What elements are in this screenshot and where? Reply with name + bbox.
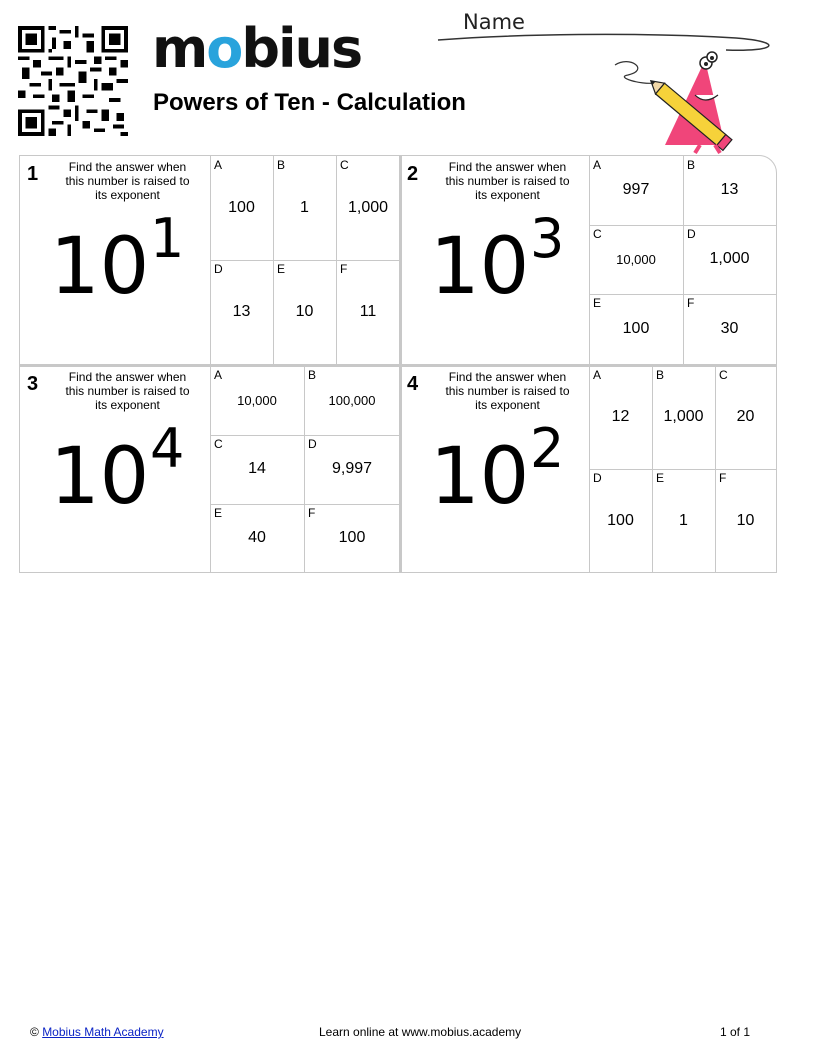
question-4: [400, 366, 776, 572]
question-number: 4: [407, 373, 419, 395]
answer-value: 10: [736, 512, 755, 529]
answer-value: 30: [720, 320, 739, 337]
qr-code: [18, 26, 128, 136]
answer-value: 1: [300, 199, 309, 216]
page-number: 1 of 1: [720, 1025, 751, 1039]
mobius-logo: mobius: [152, 17, 362, 80]
answer-letter: B: [687, 158, 696, 172]
question-number: 3: [27, 373, 39, 395]
answer-letter: B: [308, 368, 317, 382]
question-2: [400, 156, 776, 364]
mascot-illustration: [610, 45, 740, 155]
answer-option[interactable]: [210, 260, 273, 364]
question-instruction: Find the answer when this number is raised to its exponent: [445, 160, 570, 202]
answer-letter: C: [593, 227, 602, 241]
answer-value: 20: [736, 408, 755, 425]
answer-option[interactable]: [652, 366, 715, 469]
answer-letter: C: [719, 368, 728, 382]
footer-copyright: [30, 1025, 164, 1039]
footer-website: Learn online at www.mobius.academy: [319, 1025, 522, 1039]
answer-value: 9,997: [331, 460, 373, 477]
answer-value: 1,000: [663, 408, 704, 425]
answer-option[interactable]: [589, 156, 683, 225]
exponent-value: 4: [150, 417, 185, 480]
answer-letter: C: [214, 437, 223, 451]
question-1: [20, 156, 400, 364]
answer-option[interactable]: [683, 225, 776, 294]
answer-letter: F: [719, 471, 727, 485]
answer-letter: E: [214, 506, 223, 520]
answer-option[interactable]: [715, 366, 776, 469]
answer-value: 100: [228, 199, 255, 216]
base-value: 10: [50, 222, 150, 312]
base-value: 10: [430, 432, 530, 522]
answer-letter: E: [277, 262, 286, 276]
answer-value: 14: [248, 460, 266, 477]
answer-option[interactable]: [210, 366, 304, 435]
worksheet-title: Powers of Ten - Calculation: [153, 89, 466, 116]
answer-option[interactable]: [589, 294, 683, 364]
question-number: 1: [27, 163, 39, 185]
answer-option[interactable]: [210, 156, 273, 260]
answer-value: 12: [611, 408, 630, 425]
answer-value: 1,000: [347, 199, 389, 216]
answer-value: 40: [248, 529, 266, 546]
answer-letter: D: [308, 437, 317, 451]
answer-letter: B: [277, 158, 286, 172]
answer-value: 100,000: [328, 393, 376, 408]
answer-option[interactable]: [210, 504, 304, 572]
answer-option[interactable]: [273, 260, 336, 364]
answer-value: 11: [359, 303, 377, 320]
answer-option[interactable]: [304, 435, 400, 504]
answer-option[interactable]: [589, 225, 683, 294]
answer-letter: B: [656, 368, 665, 382]
answer-value: 100: [607, 512, 634, 529]
base-value: 10: [430, 222, 530, 312]
answer-option[interactable]: [304, 504, 400, 572]
answer-letter: D: [214, 262, 223, 276]
answer-option[interactable]: [683, 156, 776, 225]
answer-letter: F: [308, 506, 316, 520]
question-instruction: Find the answer when this number is raised to its exponent: [65, 160, 190, 202]
answer-option[interactable]: [336, 260, 400, 364]
answer-value: 100: [338, 529, 366, 546]
answer-value: 1,000: [709, 250, 750, 267]
answer-option[interactable]: [210, 435, 304, 504]
answer-value: 997: [622, 181, 650, 198]
academy-link[interactable]: Mobius Math Academy: [42, 1025, 164, 1039]
answer-letter: A: [214, 368, 223, 382]
answer-letter: A: [593, 368, 602, 382]
answer-letter: F: [340, 262, 348, 276]
question-instruction: Find the answer when this number is raised to its exponent: [65, 370, 190, 412]
answer-value: 13: [232, 303, 251, 320]
name-label: Name: [463, 10, 525, 34]
answer-value: 1: [679, 512, 688, 529]
answer-value: 10: [295, 303, 314, 320]
answer-letter: E: [656, 471, 665, 485]
answer-value: 10,000: [237, 393, 277, 408]
answer-option[interactable]: [683, 294, 776, 364]
answer-letter: D: [593, 471, 602, 485]
answer-letter: C: [340, 158, 349, 172]
question-grid: [19, 155, 777, 573]
question-instruction: Find the answer when this number is raised to its exponent: [445, 370, 570, 412]
answer-option[interactable]: [589, 366, 652, 469]
answer-option[interactable]: [304, 366, 400, 435]
answer-option[interactable]: [273, 156, 336, 260]
copyright-symbol: ©: [30, 1025, 39, 1039]
base-value: 10: [50, 432, 150, 522]
answer-option[interactable]: [336, 156, 400, 260]
question-number: 2: [407, 163, 419, 185]
answer-letter: E: [593, 296, 602, 310]
answer-option[interactable]: [715, 469, 776, 572]
answer-option[interactable]: [652, 469, 715, 572]
answer-letter: D: [687, 227, 696, 241]
exponent-value: 2: [530, 417, 565, 480]
answer-value: 10,000: [616, 252, 656, 267]
answer-value: 13: [720, 181, 739, 198]
question-3: [20, 366, 400, 572]
answer-letter: F: [687, 296, 695, 310]
answer-letter: A: [214, 158, 223, 172]
exponent-value: 3: [530, 207, 565, 270]
answer-letter: A: [593, 158, 602, 172]
answer-value: 100: [622, 320, 650, 337]
exponent-value: 1: [150, 207, 185, 270]
answer-option[interactable]: [589, 469, 652, 572]
